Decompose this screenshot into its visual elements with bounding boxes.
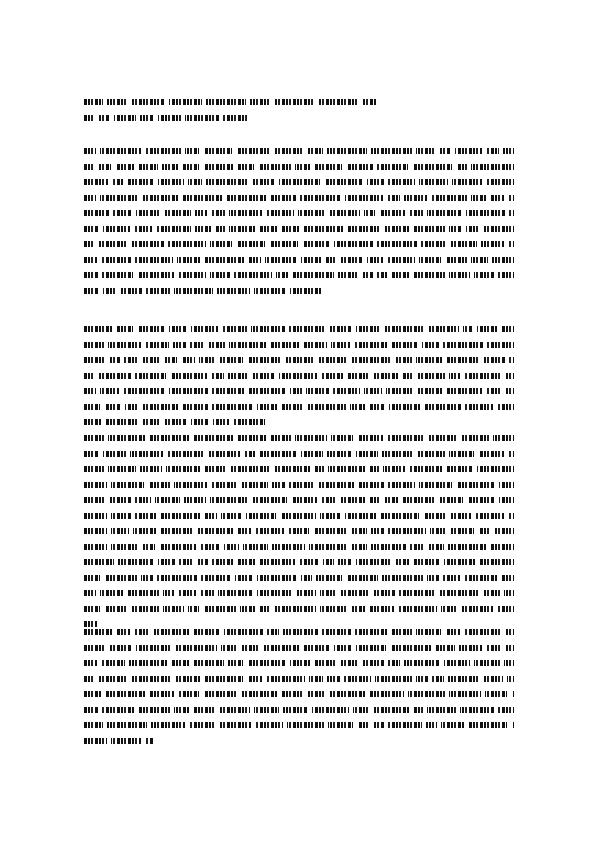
text-line [84, 735, 514, 751]
text-line [84, 510, 514, 526]
text-line [84, 223, 514, 239]
text-line [84, 603, 514, 619]
text-line [84, 556, 514, 572]
text-line [84, 719, 514, 735]
text-line [84, 161, 514, 177]
document-heading [84, 96, 514, 128]
text-line [84, 432, 514, 448]
text-line [84, 416, 514, 432]
paragraph-4 [84, 626, 514, 750]
text-line [84, 385, 514, 401]
text-line [84, 541, 514, 557]
text-line [84, 587, 514, 603]
text-line [84, 448, 514, 464]
text-line [84, 339, 514, 355]
text-line [84, 401, 514, 417]
paragraph-1 [84, 145, 514, 300]
text-line [84, 207, 514, 223]
text-line [84, 370, 514, 386]
heading-text-line [84, 112, 514, 128]
text-line [84, 572, 514, 588]
paragraph-2 [84, 323, 514, 432]
heading-line [84, 112, 514, 123]
text-line [84, 463, 514, 479]
text-line [84, 354, 514, 370]
text-line [84, 176, 514, 192]
heading-line [84, 96, 514, 107]
text-line [84, 192, 514, 208]
text-line [84, 525, 514, 541]
text-line [84, 479, 514, 495]
text-line [84, 323, 514, 339]
heading-text-line [84, 96, 514, 112]
text-line [84, 673, 514, 689]
text-line [84, 269, 514, 285]
text-line [84, 657, 514, 673]
text-line [84, 494, 514, 510]
text-line [84, 238, 514, 254]
text-line [84, 145, 514, 161]
text-line [84, 285, 514, 301]
paragraph-3 [84, 432, 514, 634]
text-line [84, 642, 514, 658]
text-line [84, 626, 514, 642]
text-line [84, 254, 514, 270]
text-line [84, 704, 514, 720]
text-line [84, 688, 514, 704]
